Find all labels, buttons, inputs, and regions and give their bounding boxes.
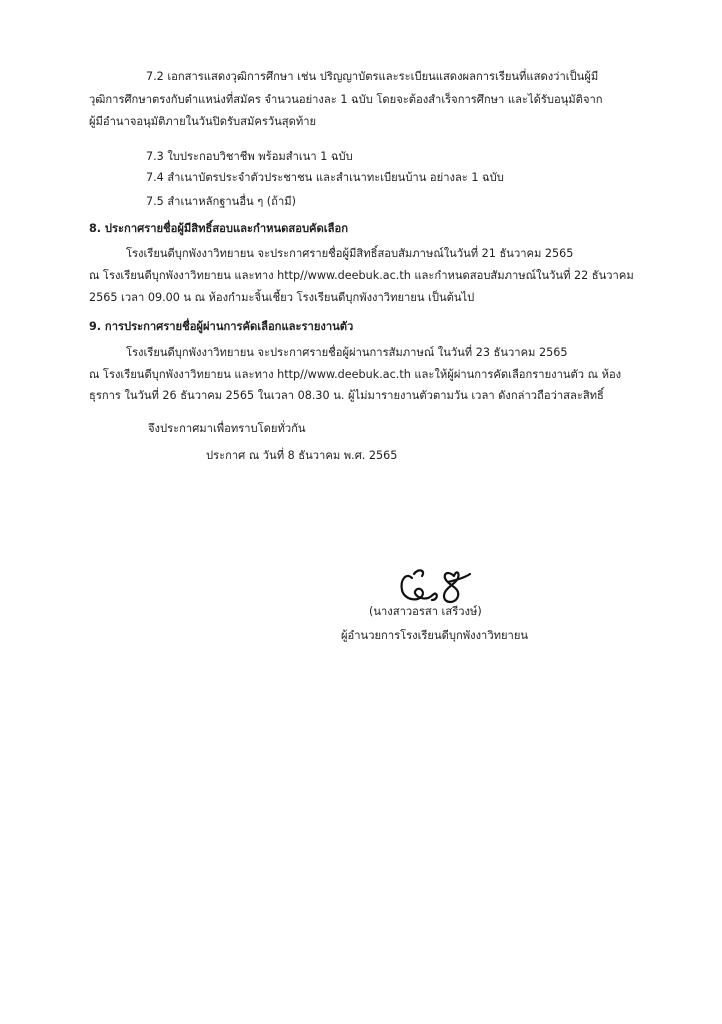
item-7-2-line-2: วุฒิการศึกษาตรงกับตำแหน่งที่สมัคร จำนวนอย่างละ 1 ฉบับ โดยจะต้องสำเร็จการศึกษา และได้รับอนุมัติจาก [89, 93, 603, 106]
handwritten-signature [398, 566, 474, 608]
closing-line: จึงประกาศมาเพื่อทราบโดยทั่วกัน [148, 422, 306, 435]
section-9-line-1: โรงเรียนดีบุกพังงาวิทยายน จะประกาศรายชื่อผู้ผ่านการสัมภาษณ์ ในวันที่ 23 ธันวาคม 2565 [126, 346, 568, 359]
item-7-2-line-1: 7.2 เอกสารแสดงวุฒิการศึกษา เช่น ปริญญาบัตรและระเบียนแสดงผลการเรียนที่แสดงว่าเป็นผู้มี [146, 70, 599, 83]
signer-title: ผู้อำนวยการโรงเรียนดีบุกพังงาวิทยายน [341, 629, 529, 642]
section-9-line-3: ธุรการ ในวันที่ 26 ธันวาคม 2565 ในเวลา 08.30 น. ผู้ไม่มารายงานตัวตามวัน เวลา ดังกล่าวถือว่าสละสิทธิ์ [89, 389, 604, 402]
section-8-line-3: 2565 เวลา 09.00 น ณ ห้องกำมะจิ้นเชี้ยว โรงเรียนดีบุกพังงาวิทยายน เป็นต้นไป [89, 291, 475, 304]
section-8-line-1: โรงเรียนดีบุกพังงาวิทยายน จะประกาศรายชื่อผู้มีสิทธิ์สอบสัมภาษณ์ในวันที่ 21 ธันวาคม 2565 [126, 247, 574, 260]
item-7-2-line-3: ผู้มีอำนาจอนุมัติภายในวันปิดรับสมัครวันสุดท้าย [89, 115, 317, 128]
section-8-heading: 8. ประกาศรายชื่อผู้มีสิทธิ์สอบและกำหนดสอบคัดเลือก [89, 222, 348, 235]
item-7-3: 7.3 ใบประกอบวิชาชีพ พร้อมสำเนา 1 ฉบับ [146, 150, 353, 163]
item-7-4: 7.4 สำเนาบัตรประจำตัวประชาชน และสำเนาทะเบียนบ้าน อย่างละ 1 ฉบับ [146, 171, 504, 184]
announcement-date: ประกาศ ณ วันที่ 8 ธันวาคม พ.ศ. 2565 [206, 449, 398, 462]
section-9-heading: 9. การประกาศรายชื่อผู้ผ่านการคัดเลือกและรายงานตัว [89, 320, 354, 333]
section-8-line-2: ณ โรงเรียนดีบุกพังงาวิทยายน และทาง http//www.deebuk.ac.th และกำหนดสอบสัมภาษณ์ในวันที่ 22 ธันวาคม [89, 269, 634, 282]
item-7-5: 7.5 สำเนาหลักฐานอื่น ๆ (ถ้ามี) [146, 195, 296, 208]
signer-name: (นางสาวอรสา เสรีวงษ์) [369, 605, 482, 618]
section-9-line-2: ณ โรงเรียนดีบุกพังงาวิทยายน และทาง http//www.deebuk.ac.th และให้ผู้ผ่านการคัดเลือกรายงานตัว ณ ห้อง [89, 368, 622, 381]
